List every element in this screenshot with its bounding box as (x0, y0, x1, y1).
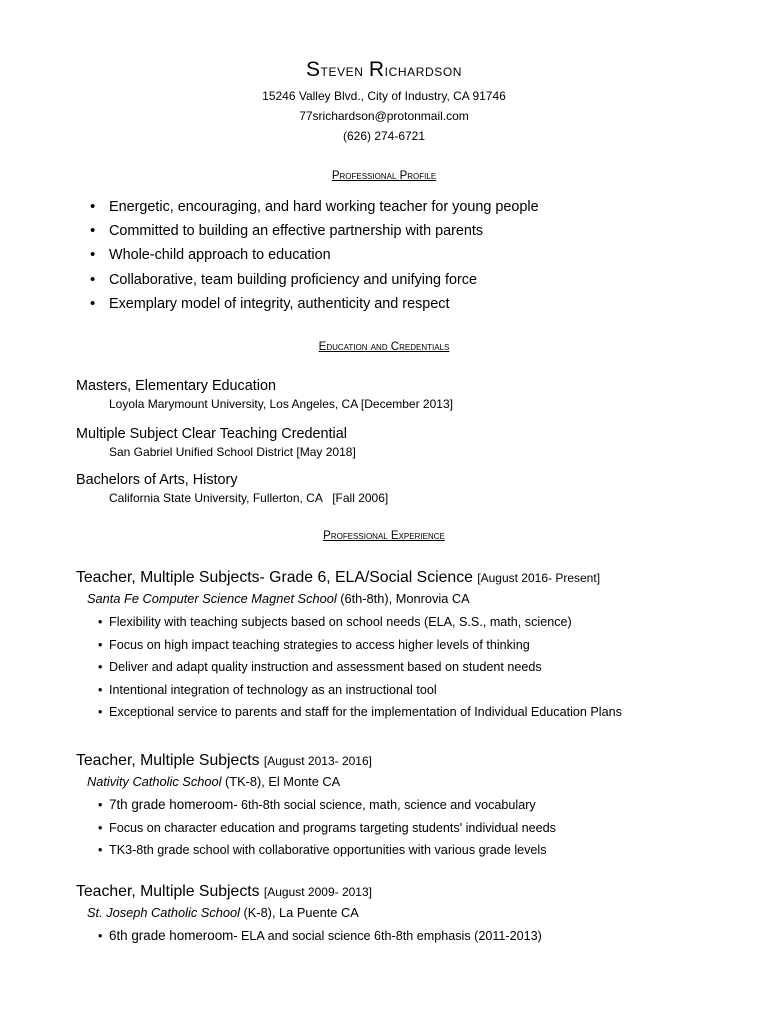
institution: California State University, Fullerton, CA [Fall 2006] (109, 491, 389, 505)
school-detail: (6th-8th), Monrovia CA (336, 591, 470, 606)
job-title: Teacher, Multiple Subjects- Grade 6, ELA/Social Science (76, 569, 473, 586)
list-item: • Focus on high impact teaching strategies to access higher levels of thinking (76, 634, 622, 657)
job-entry (76, 750, 556, 862)
list-item: • Exemplary model of integrity, authenticity and respect (90, 292, 539, 316)
education-heading: Education and Credentials (318, 341, 450, 353)
school-detail: (K-8), La Puente CA (239, 905, 359, 920)
job-bullets (76, 794, 556, 862)
profile-heading: Professional Profile (331, 170, 437, 182)
job-title: Teacher, Multiple Subjects (76, 752, 260, 769)
school-detail: (TK-8), El Monte CA (221, 774, 341, 789)
job-school (76, 589, 622, 609)
job-school (76, 772, 556, 792)
resume-header (0, 58, 768, 146)
list-item (76, 925, 542, 948)
job-title-line (76, 567, 622, 589)
experience-heading: Professional Experience (323, 530, 445, 542)
institution: San Gabriel Unified School District [May 2018] (109, 445, 356, 459)
job-dates: [August 2013- 2016] (263, 754, 372, 768)
phone: (626) 274-6721 (342, 129, 426, 143)
email: 77srichardson@protonmail.com (299, 109, 469, 123)
list-item: • Energetic, encouraging, and hard working teacher for young people (90, 195, 539, 219)
list-item: • Whole-child approach to education (90, 243, 539, 267)
list-item: • Deliver and adapt quality instruction and assessment based on student needs (76, 656, 622, 679)
degree: Masters, Elementary Education (76, 378, 276, 394)
bullet-text: - 6th-8th social science, math, science and vocabulary (233, 798, 536, 812)
institution: Loyola Marymount University, Los Angeles, CA [December 2013] (109, 397, 453, 411)
list-item: • Collaborative, team building proficiency and unifying force (90, 268, 539, 292)
education-entry (76, 377, 453, 413)
profile-list (90, 195, 539, 316)
bullet-text: - ELA and social science 6th-8th emphasis (2011-2013) (233, 929, 542, 943)
school-name: Santa Fe Computer Science Magnet School (87, 591, 337, 606)
bullet-lead: 7th grade homeroom (109, 797, 234, 812)
degree: Bachelors of Arts, History (76, 472, 238, 488)
job-entry (76, 567, 622, 724)
job-dates: [August 2016- Present] (477, 571, 601, 585)
school-name: St. Joseph Catholic School (87, 905, 240, 920)
applicant-name: Steven Richardson (305, 58, 463, 81)
job-school (76, 903, 542, 923)
list-item: • Focus on character education and programs targeting students' individual needs (76, 817, 556, 840)
job-bullets (76, 925, 542, 948)
job-title: Teacher, Multiple Subjects (76, 883, 260, 900)
job-bullets (76, 611, 622, 724)
bullet-lead: 6th grade homeroom (109, 928, 234, 943)
list-item: • TK3-8th grade school with collaborative opportunities with various grade levels (76, 839, 556, 862)
list-item: • Intentional integration of technology as an instructional tool (76, 679, 622, 702)
list-item (76, 794, 556, 817)
job-title-line (76, 881, 542, 903)
job-dates: [August 2009- 2013] (263, 885, 372, 899)
list-item: • Committed to building an effective partnership with parents (90, 219, 539, 243)
job-entry (76, 881, 542, 948)
education-entry (76, 425, 356, 461)
education-entry (76, 471, 388, 507)
school-name: Nativity Catholic School (87, 774, 222, 789)
degree: Multiple Subject Clear Teaching Credential (76, 426, 347, 442)
list-item: • Flexibility with teaching subjects based on school needs (ELA, S.S., math, science) (76, 611, 622, 634)
job-title-line (76, 750, 556, 772)
list-item: • Exceptional service to parents and staff for the implementation of Individual Education Plans (76, 701, 622, 724)
address: 15246 Valley Blvd., City of Industry, CA 91746 (262, 89, 506, 103)
